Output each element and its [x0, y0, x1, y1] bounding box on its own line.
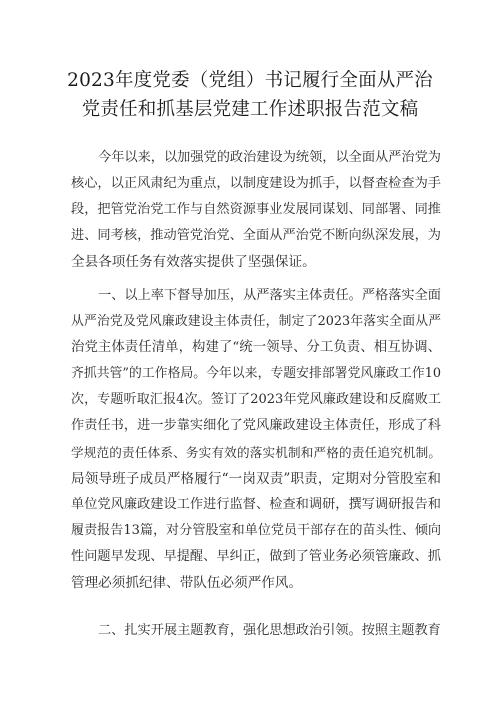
text-line: 治党主体责任清单，构建了“统一领导、分工负责、相互协调、 [71, 340, 441, 356]
text-line: 一、以上率下督导加压，从严落实主体责任。严格落实全面 [98, 288, 441, 303]
text-line: 核心，以正风肃纪为重点，以制度建设为抓手，以督查检查为手 [71, 176, 441, 192]
text-line: 局领导班子成员严格履行“一岗双责”职责，定期对分管股室和 [71, 470, 441, 487]
text-line: 履责报告13篇，对分管股室和单位党员干部存在的苗头性、倾向 [71, 522, 441, 538]
text-line: 管理必须抓纪律、带队伍必须严作风。 [71, 575, 303, 592]
text-line: 进、同考核，推动管党治党、全面从严治党不断向纵深发展，为 [71, 228, 441, 244]
text-line: 段，把管党治党工作与自然资源事业发展同谋划、同部署、同推 [71, 202, 441, 218]
text-line: 二、扎实开展主题教育，强化思想政治引领。按照主题教育 [98, 623, 441, 638]
paragraph-section-1 [71, 283, 441, 596]
text-line: 次，专题听取汇报4次。签订了2023年党风廉政建设和反腐败工 [71, 392, 441, 408]
text-line: 学规范的责任体系、务实有效的落实机制和严格的责任追究机制。 [71, 444, 441, 460]
text-line: 作责任书，进一步靠实细化了党风廉政建设主体责任，形成了科 [71, 418, 441, 434]
document-title-line-1: 2023年度党委（党组）书记履行全面从严治 [67, 70, 433, 91]
paragraph-section-2 [71, 618, 441, 644]
text-line: 齐抓共管”的工作格局。今年以来，专题安排部署党风廉政工作10 [71, 366, 441, 382]
text-line: 今年以来，以加强党的政治建设为统领，以全面从严治党为 [98, 150, 441, 165]
text-line: 性问题早发现、早提醒、早纠正，做到了管业务必须管廉政、抓 [71, 548, 441, 564]
text-line: 全县各项任务有效落实提供了坚强保证。 [71, 254, 316, 271]
text-line: 单位党风廉政建设工作进行监督、检查和调研，撰写调研报告和 [71, 496, 441, 512]
document-title-line-2: 党责任和抓基层党建工作述职报告范文稿 [81, 99, 419, 120]
paragraph-intro [71, 145, 441, 275]
text-line: 从严治党及党风廉政建设主体责任，制定了2023年落实全面从严 [71, 314, 441, 330]
